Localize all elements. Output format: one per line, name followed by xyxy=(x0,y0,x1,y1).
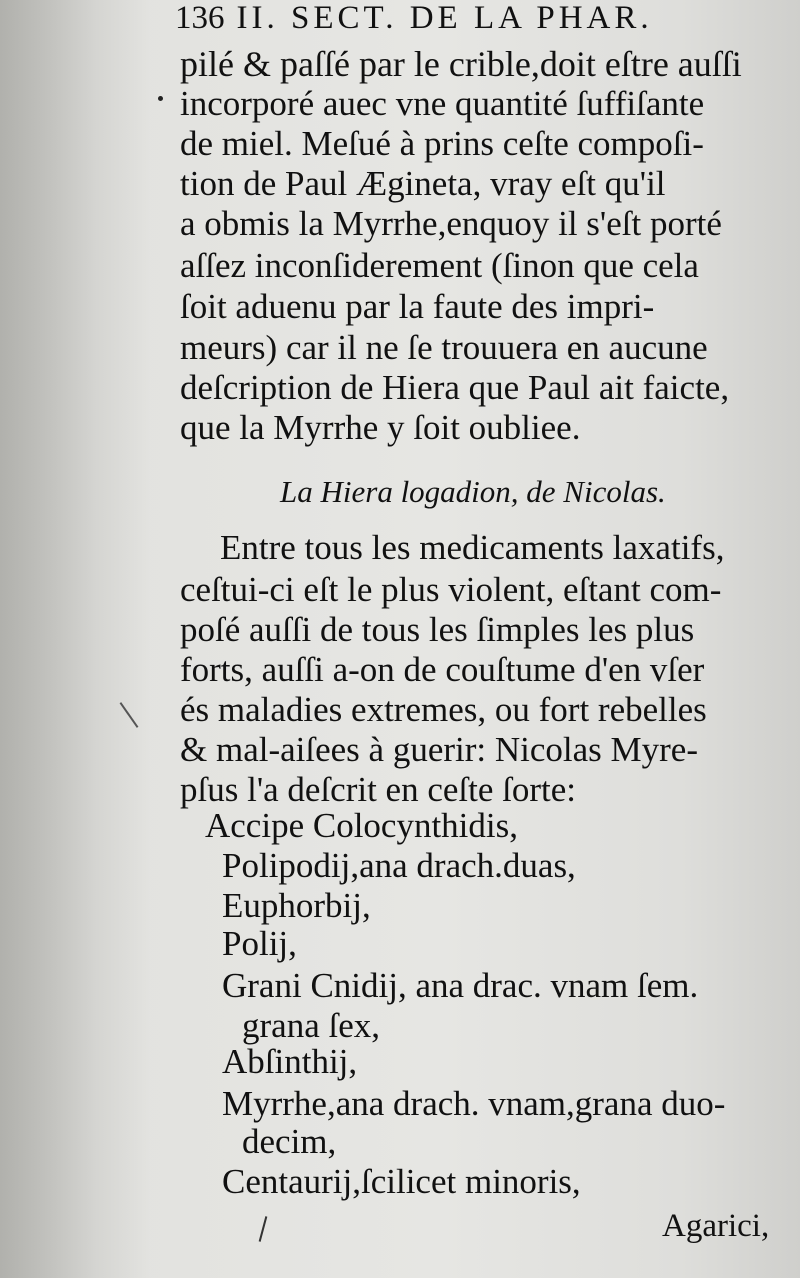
text-line: deſcription de Hiera que Paul ait faicte, xyxy=(180,368,730,407)
recipe-line: Euphorbij, xyxy=(222,886,371,925)
text-line: a obmis la Myrrhe,enquoy il s'eſt porté xyxy=(180,204,722,243)
text-line: ceſtui-ci eſt le plus violent, eſtant com- xyxy=(180,570,722,609)
text-line: Entre tous les medicaments laxatifs, xyxy=(220,528,725,567)
recipe-line: Myrrhe,ana drach. vnam,grana duo- xyxy=(222,1084,726,1123)
text-line: forts, auſſi a-on de couſtume d'en vſer xyxy=(180,650,705,689)
recipe-line: Polij, xyxy=(222,924,297,963)
text-line: aſſez inconſiderement (ſinon que cela xyxy=(180,246,699,285)
recipe-line: Polipodij,ana drach.duas, xyxy=(222,846,576,885)
recipe-line: Accipe Colocynthidis, xyxy=(205,806,519,845)
recipe-line: Centaurij,ſcilicet minoris, xyxy=(222,1162,581,1201)
section-heading: La Hiera logadion, de Nicolas. xyxy=(280,474,666,509)
text-line: poſé auſſi de tous les ſimples les plus xyxy=(180,610,695,649)
recipe-line: grana ſex, xyxy=(242,1006,380,1045)
text-line: meurs) car il ne ſe trouuera en aucune xyxy=(180,328,708,367)
text-line: tion de Paul Ægineta, vray eſt qu'il xyxy=(180,164,666,203)
recipe-line: Grani Cnidij, ana drac. vnam ſem. xyxy=(222,966,699,1005)
running-title: II. SECT. DE LA PHAR. xyxy=(236,0,653,36)
page-gutter-shadow xyxy=(0,0,150,1278)
text-line: pilé & paſſé par le crible,doit eſtre auſſi xyxy=(180,44,742,84)
text-line: és maladies extremes, ou fort rebelles xyxy=(180,690,707,729)
text-line: ſoit aduenu par la faute des impri- xyxy=(180,287,655,326)
ink-speck xyxy=(158,96,163,101)
text-line: de miel. Meſué à prins ceſte compoſi- xyxy=(180,124,704,163)
text-line: pſus l'a deſcrit en ceſte ſorte: xyxy=(180,770,577,809)
ink-stroke xyxy=(259,1216,268,1242)
recipe-line: Abſinthij, xyxy=(222,1042,358,1081)
running-head xyxy=(175,0,653,37)
text-line: que la Myrrhe y ſoit oubliee. xyxy=(180,408,581,447)
catchword: Agarici, xyxy=(662,1208,770,1244)
recipe-line: decim, xyxy=(242,1122,337,1161)
text-line: & mal-aiſees à guerir: Nicolas Myre- xyxy=(180,730,698,769)
text-line: incorporé auec vne quantité ſuffiſante xyxy=(180,84,705,123)
page-number: 136 xyxy=(175,0,225,36)
